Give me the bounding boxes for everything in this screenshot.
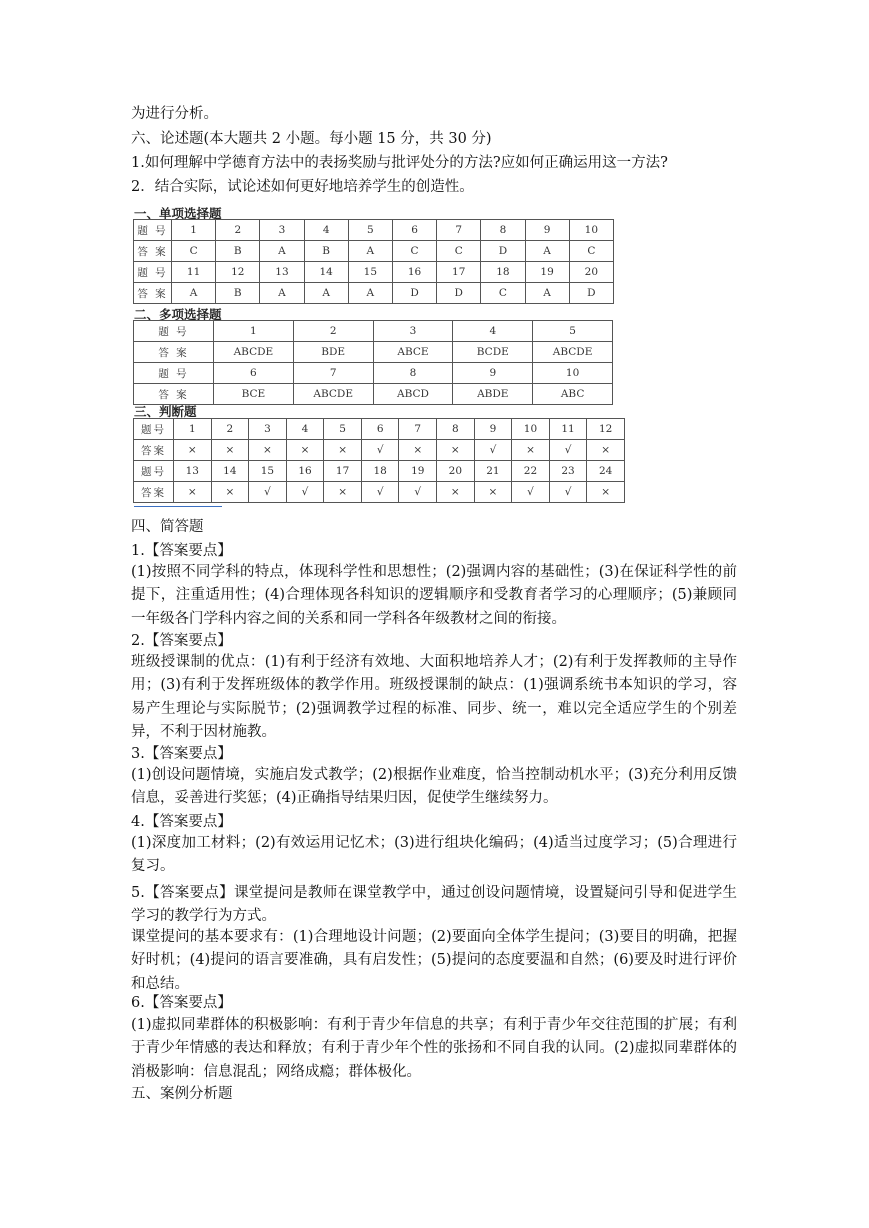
single-choice-cell: 14 (304, 262, 348, 283)
multi-choice-title: 二、多项选择题 (134, 307, 222, 322)
single-choice-row (134, 283, 614, 304)
true-false-cell: × (324, 482, 362, 503)
single-choice-cell: 20 (569, 262, 613, 283)
single-choice-cell: C (172, 241, 216, 262)
single-choice-cell: C (569, 241, 613, 262)
true-false-cell: 17 (324, 461, 362, 482)
single-choice-cell: B (216, 241, 260, 262)
single-choice-cell: 11 (172, 262, 216, 283)
answer-2-body: 班级授课制的优点：(1)有利于经济有效地、大面积地培养人才；(2)有利于发挥教师的主导作用；(3)有利于发挥班级体的教学作用。班级授课制的缺点：(1)强调系统书本知识的学习，容易产生理论与实际脱节；(2)强调教学过程的标准、同步、统一，难以完全适应学生的个别差异，不利于因材施教。 (131, 654, 737, 741)
multi-choice-cell: ABCE (373, 342, 453, 363)
multi-choice-cell: 7 (293, 363, 373, 384)
multi-choice-cell: ABCDE (214, 342, 294, 363)
answer-6-head: 6.【答案要点】 (131, 995, 232, 1011)
true-false-cell: 15 (249, 461, 287, 482)
true-false-cell: 12 (587, 419, 625, 440)
single-choice-cell: A (348, 241, 392, 262)
multi-choice-cell: ABCD (373, 384, 453, 405)
multi-choice-row-label: 答 案 (134, 342, 214, 363)
answer-1-head: 1.【答案要点】 (131, 543, 232, 559)
multi-choice-cell: ABCDE (293, 384, 373, 405)
true-false-row (134, 440, 625, 461)
section-heading-case: 五、案例分析题 (131, 1086, 233, 1102)
multi-choice-cell: ABCDE (533, 342, 613, 363)
true-false-cell: × (211, 482, 249, 503)
true-false-cell: √ (249, 482, 287, 503)
true-false-cell: √ (361, 440, 399, 461)
true-false-cell: 23 (549, 461, 587, 482)
multi-choice-row (134, 321, 613, 342)
single-choice-cell: A (348, 283, 392, 304)
true-false-cell: √ (549, 440, 587, 461)
underline-mark (134, 506, 222, 507)
true-false-cell: × (399, 440, 437, 461)
single-choice-row (134, 220, 614, 241)
true-false-cell: 16 (286, 461, 324, 482)
multi-choice-row (134, 384, 613, 405)
true-false-cell: 7 (399, 419, 437, 440)
multi-choice-row (134, 342, 613, 363)
true-false-title: 三、判断题 (134, 404, 197, 419)
single-choice-cell: 2 (216, 220, 260, 241)
answer-3-head: 3.【答案要点】 (131, 746, 232, 762)
single-choice-cell: C (392, 241, 436, 262)
true-false-cell: × (587, 482, 625, 503)
multi-choice-cell: BDE (293, 342, 373, 363)
true-false-cell: 2 (211, 419, 249, 440)
answer-4-body: (1)深度加工材料；(2)有效运用记忆术；(3)进行组块化编码；(4)适当过度学习；(5)合理进行复习。 (131, 835, 737, 875)
text-line: 为进行分析。 (131, 106, 218, 122)
true-false-cell: 20 (437, 461, 475, 482)
true-false-cell: √ (512, 482, 550, 503)
true-false-row-label: 题号 (134, 419, 174, 440)
essay-question-2: 2．结合实际，试论述如何更好地培养学生的创造性。 (131, 179, 474, 195)
true-false-row (134, 482, 625, 503)
single-choice-table (133, 219, 614, 304)
true-false-cell: 14 (211, 461, 249, 482)
true-false-row (134, 461, 625, 482)
true-false-cell: √ (549, 482, 587, 503)
true-false-cell: 1 (174, 419, 212, 440)
single-choice-row-label: 答 案 (134, 283, 172, 304)
single-choice-cell: B (304, 241, 348, 262)
single-choice-cell: 1 (172, 220, 216, 241)
true-false-cell: × (174, 482, 212, 503)
single-choice-row-label: 题 号 (134, 262, 172, 283)
single-choice-cell: C (481, 283, 525, 304)
single-choice-cell: D (481, 241, 525, 262)
true-false-cell: 8 (437, 419, 475, 440)
true-false-row-label: 答案 (134, 440, 174, 461)
single-choice-cell: D (392, 283, 436, 304)
single-choice-cell: 12 (216, 262, 260, 283)
single-choice-row (134, 262, 614, 283)
multi-choice-cell: 1 (214, 321, 294, 342)
multi-choice-cell: 9 (453, 363, 533, 384)
true-false-cell: 4 (286, 419, 324, 440)
true-false-cell: √ (286, 482, 324, 503)
answer-5-body (131, 882, 737, 929)
multi-choice-cell: 8 (373, 363, 453, 384)
multi-choice-row-label: 答 案 (134, 384, 214, 405)
true-false-cell: × (286, 440, 324, 461)
answer-1-body: (1)按照不同学科的特点，体现科学性和思想性；(2)强调内容的基础性；(3)在保证科学性的前提下，注重适用性；(4)合理体现各科知识的逻辑顺序和受教育者学习的心理顺序；(5)兼顾同一年级各门学科内容之间的关系和同一学科各年级教材之间的衔接。 (131, 564, 737, 627)
true-false-cell: × (249, 440, 287, 461)
answer-5-head: 5.【答案要点】 (131, 885, 234, 901)
true-false-cell: × (587, 440, 625, 461)
single-choice-cell: 3 (260, 220, 304, 241)
multi-choice-cell: 6 (214, 363, 294, 384)
multi-choice-cell: ABC (533, 384, 613, 405)
single-choice-cell: 16 (392, 262, 436, 283)
multi-choice-cell: ABDE (453, 384, 533, 405)
answer-2-head: 2.【答案要点】 (131, 633, 232, 649)
true-false-cell: 9 (474, 419, 512, 440)
true-false-cell: 19 (399, 461, 437, 482)
answer-5-body2: 课堂提问的基本要求有：(1)合理地设计问题；(2)要面向全体学生提问；(3)要目的明确，把握好时机；(4)提问的语言要准确，具有启发性；(5)提问的态度要温和自然；(6)要及时进行评价和总结。 (131, 929, 737, 992)
multi-choice-cell: 5 (533, 321, 613, 342)
single-choice-cell: 6 (392, 220, 436, 241)
section-heading-essay: 六、论述题(本大题共 2 小题。每小题 15 分，共 30 分) (131, 131, 492, 147)
answer-5-text: 课堂提问是教师在课堂教学中，通过创设问题情境，设置疑问引导和促进学生学习的教学行为方式。 (131, 885, 737, 925)
true-false-cell: 6 (361, 419, 399, 440)
true-false-cell: √ (474, 440, 512, 461)
single-choice-cell: 4 (304, 220, 348, 241)
multi-choice-cell: BCDE (453, 342, 533, 363)
true-false-cell: × (174, 440, 212, 461)
multi-choice-cell: BCE (214, 384, 294, 405)
multi-choice-cell: 3 (373, 321, 453, 342)
single-choice-cell: 10 (569, 220, 613, 241)
single-choice-cell: B (216, 283, 260, 304)
multi-choice-cell: 10 (533, 363, 613, 384)
true-false-cell: 21 (474, 461, 512, 482)
true-false-cell: × (474, 482, 512, 503)
single-choice-cell: A (525, 283, 569, 304)
true-false-cell: 5 (324, 419, 362, 440)
single-choice-cell: A (172, 283, 216, 304)
single-choice-cell: 5 (348, 220, 392, 241)
single-choice-cell: D (437, 283, 481, 304)
true-false-cell: 24 (587, 461, 625, 482)
single-choice-cell: A (525, 241, 569, 262)
true-false-table (133, 418, 625, 503)
answer-3-body: (1)创设问题情境，实施启发式教学；(2)根据作业难度，恰当控制动机水平；(3)充分利用反馈信息，妥善进行奖惩；(4)正确指导结果归因，促使学生继续努力。 (131, 767, 737, 807)
true-false-cell: × (512, 440, 550, 461)
single-choice-cell: 18 (481, 262, 525, 283)
multi-choice-table (133, 320, 613, 405)
true-false-cell: 3 (249, 419, 287, 440)
single-choice-cell: A (304, 283, 348, 304)
essay-question-1: 1.如何理解中学德育方法中的表扬奖励与批评处分的方法?应如何正确运用这一方法? (131, 155, 668, 171)
single-choice-cell: D (569, 283, 613, 304)
true-false-cell: × (211, 440, 249, 461)
true-false-cell: 18 (361, 461, 399, 482)
multi-choice-cell: 2 (293, 321, 373, 342)
single-choice-row-label: 题 号 (134, 220, 172, 241)
multi-choice-cell: 4 (453, 321, 533, 342)
true-false-cell: 10 (512, 419, 550, 440)
multi-choice-row-label: 题 号 (134, 321, 214, 342)
true-false-cell: × (324, 440, 362, 461)
single-choice-title: 一、单项选择题 (134, 206, 222, 221)
true-false-cell: × (437, 440, 475, 461)
section-heading-short-answer: 四、简答题 (131, 519, 204, 535)
single-choice-cell: 13 (260, 262, 304, 283)
multi-choice-row (134, 363, 613, 384)
true-false-cell: √ (361, 482, 399, 503)
single-choice-cell: 7 (437, 220, 481, 241)
single-choice-cell: 19 (525, 262, 569, 283)
answer-4-head: 4.【答案要点】 (131, 814, 232, 830)
true-false-cell: × (437, 482, 475, 503)
single-choice-cell: A (260, 241, 304, 262)
true-false-row (134, 419, 625, 440)
single-choice-cell: 17 (437, 262, 481, 283)
true-false-cell: 11 (549, 419, 587, 440)
single-choice-cell: A (260, 283, 304, 304)
true-false-cell: √ (399, 482, 437, 503)
answer-6-body: (1)虚拟同辈群体的积极影响：有利于青少年信息的共享；有利于青少年交往范围的扩展；有利于青少年情感的表达和释放；有利于青少年个性的张扬和不同自我的认同。(2)虚拟同辈群体的消极影响：信息混乱；网络成瘾；群体极化。 (131, 1017, 737, 1080)
true-false-cell: 13 (174, 461, 212, 482)
single-choice-row (134, 241, 614, 262)
true-false-row-label: 题号 (134, 461, 174, 482)
single-choice-cell: 9 (525, 220, 569, 241)
single-choice-cell: 8 (481, 220, 525, 241)
true-false-row-label: 答案 (134, 482, 174, 503)
true-false-cell: 22 (512, 461, 550, 482)
single-choice-row-label: 答 案 (134, 241, 172, 262)
single-choice-cell: C (437, 241, 481, 262)
single-choice-cell: 15 (348, 262, 392, 283)
multi-choice-row-label: 题 号 (134, 363, 214, 384)
